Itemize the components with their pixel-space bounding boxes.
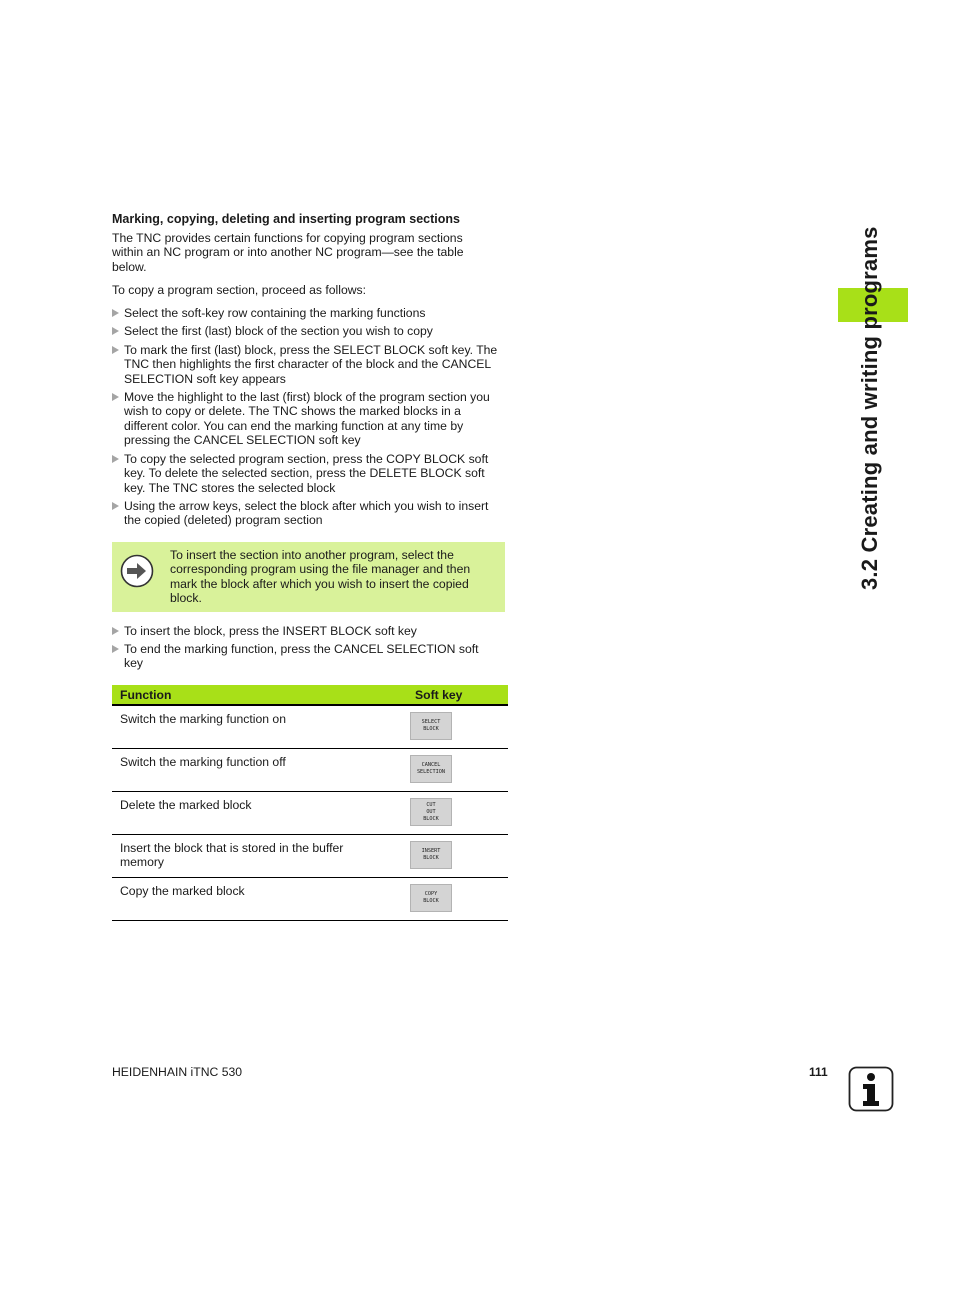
step-line: To mark the first (last) block, press the SELECT BLOCK soft key. The: [124, 343, 498, 357]
note-text: [170, 548, 500, 605]
softkey-cell: [407, 835, 508, 878]
function-text: Switch the marking function off: [120, 755, 286, 769]
step-item: [112, 343, 507, 386]
step-line: key: [124, 656, 143, 671]
softkey-label: SELECTION: [416, 769, 446, 775]
section-heading: Marking, copying, deleting and inserting program sections: [112, 212, 460, 226]
copy-block-softkey[interactable]: [410, 884, 452, 912]
bullet-triangle-icon: [112, 645, 119, 653]
function-text: Switch the marking function on: [120, 712, 286, 726]
step-line: To insert the block, press the INSERT BLOCK soft key: [124, 624, 417, 638]
table-row: [112, 835, 508, 878]
note-line: block.: [170, 590, 202, 605]
chapter-title: 3.2 Creating and writing programs: [857, 226, 882, 590]
note-line: To insert the section into another program, select the: [170, 548, 454, 562]
softkey-label: OUT: [426, 808, 436, 815]
column-header-function: Function: [112, 685, 407, 705]
intro-line: below.: [112, 259, 147, 274]
softkey-label: INSERT: [421, 848, 441, 854]
bullet-triangle-icon: [112, 309, 119, 317]
bullet-triangle-icon: [112, 627, 119, 635]
bullet-triangle-icon: [112, 455, 119, 463]
function-cell: [112, 705, 407, 749]
step-line: To copy the selected program section, press the COPY BLOCK soft: [124, 452, 489, 466]
step-line: Move the highlight to the last (first) block of the program section you: [124, 390, 490, 404]
step-line: SELECTION soft key appears: [124, 371, 286, 386]
table-row: [112, 705, 508, 749]
note-line: corresponding program using the file manager and then: [170, 562, 471, 577]
step-item: [112, 452, 507, 495]
step-line: key. The TNC stores the selected block: [124, 480, 336, 495]
table-header-row: [112, 685, 508, 705]
page-number: 111: [809, 1065, 828, 1079]
softkey-cell: [407, 705, 508, 749]
column-header-softkey: Soft key: [407, 685, 508, 705]
function-cell: [112, 792, 407, 835]
table-row: [112, 878, 508, 921]
cut-out-block-softkey[interactable]: [410, 798, 452, 826]
function-text: Insert the block that is stored in the buffer: [120, 841, 344, 855]
function-text: Delete the marked block: [120, 798, 252, 812]
procedure-intro: To copy a program section, proceed as follows:: [112, 283, 367, 297]
step-item: [112, 642, 507, 671]
note-box: [112, 542, 505, 612]
step-line: TNC then highlights the first character of the block and the CANCEL: [124, 357, 492, 372]
softkey-label: CUT: [426, 801, 436, 808]
step-item: [112, 624, 507, 638]
step-line: pressing the CANCEL SELECTION soft key: [124, 432, 361, 447]
function-text: Copy the marked block: [120, 884, 245, 898]
step-line: key. To delete the selected section, press the DELETE BLOCK soft: [124, 466, 485, 481]
step-item: [112, 306, 507, 320]
cancel-selection-softkey[interactable]: [410, 755, 452, 783]
select-block-softkey[interactable]: [410, 712, 452, 740]
softkey-label: BLOCK: [423, 855, 439, 861]
softkey-label: BLOCK: [423, 726, 439, 732]
arrow-right-circle-icon: [120, 554, 154, 588]
table-row: [112, 749, 508, 792]
step-line: Using the arrow keys, select the block after which you wish to insert: [124, 499, 489, 513]
note-line: mark the block after which you wish to insert the copied: [170, 576, 469, 591]
step-line: Select the first (last) block of the section you wish to copy: [124, 324, 433, 338]
step-line: the copied (deleted) program section: [124, 513, 323, 528]
softkey-label: SELECT: [421, 719, 441, 725]
step-item: [112, 324, 507, 338]
function-text: memory: [120, 855, 165, 870]
softkey-label: CANCEL: [421, 762, 441, 768]
softkey-cell: [407, 749, 508, 792]
bullet-triangle-icon: [112, 502, 119, 510]
step-item: [112, 390, 507, 447]
step-item: [112, 499, 507, 528]
softkey-table: [112, 685, 508, 921]
step-line: Select the soft-key row containing the marking functions: [124, 306, 426, 320]
info-icon: [848, 1066, 894, 1112]
bullet-triangle-icon: [112, 346, 119, 354]
softkey-label: COPY: [424, 891, 438, 897]
bullet-triangle-icon: [112, 327, 119, 335]
function-cell: [112, 878, 407, 921]
insert-block-softkey[interactable]: [410, 841, 452, 869]
footer-product: HEIDENHAIN iTNC 530: [112, 1065, 243, 1079]
intro-line: within an NC program or into another NC program—see the table: [112, 245, 464, 260]
table-row: [112, 792, 508, 835]
step-line: different color. You can end the marking function at any time by: [124, 418, 464, 433]
softkey-cell: [407, 878, 508, 921]
bullet-triangle-icon: [112, 393, 119, 401]
function-cell: [112, 749, 407, 792]
step-line: To end the marking function, press the CANCEL SELECTION soft: [124, 642, 479, 656]
softkey-label: BLOCK: [423, 898, 439, 904]
softkey-cell: [407, 792, 508, 835]
intro-paragraph: [112, 231, 507, 274]
step-line: wish to copy or delete. The TNC shows the marked blocks in a: [124, 404, 461, 419]
intro-line: The TNC provides certain functions for copying program sections: [112, 231, 463, 245]
function-cell: [112, 835, 407, 878]
softkey-label: BLOCK: [423, 815, 439, 822]
